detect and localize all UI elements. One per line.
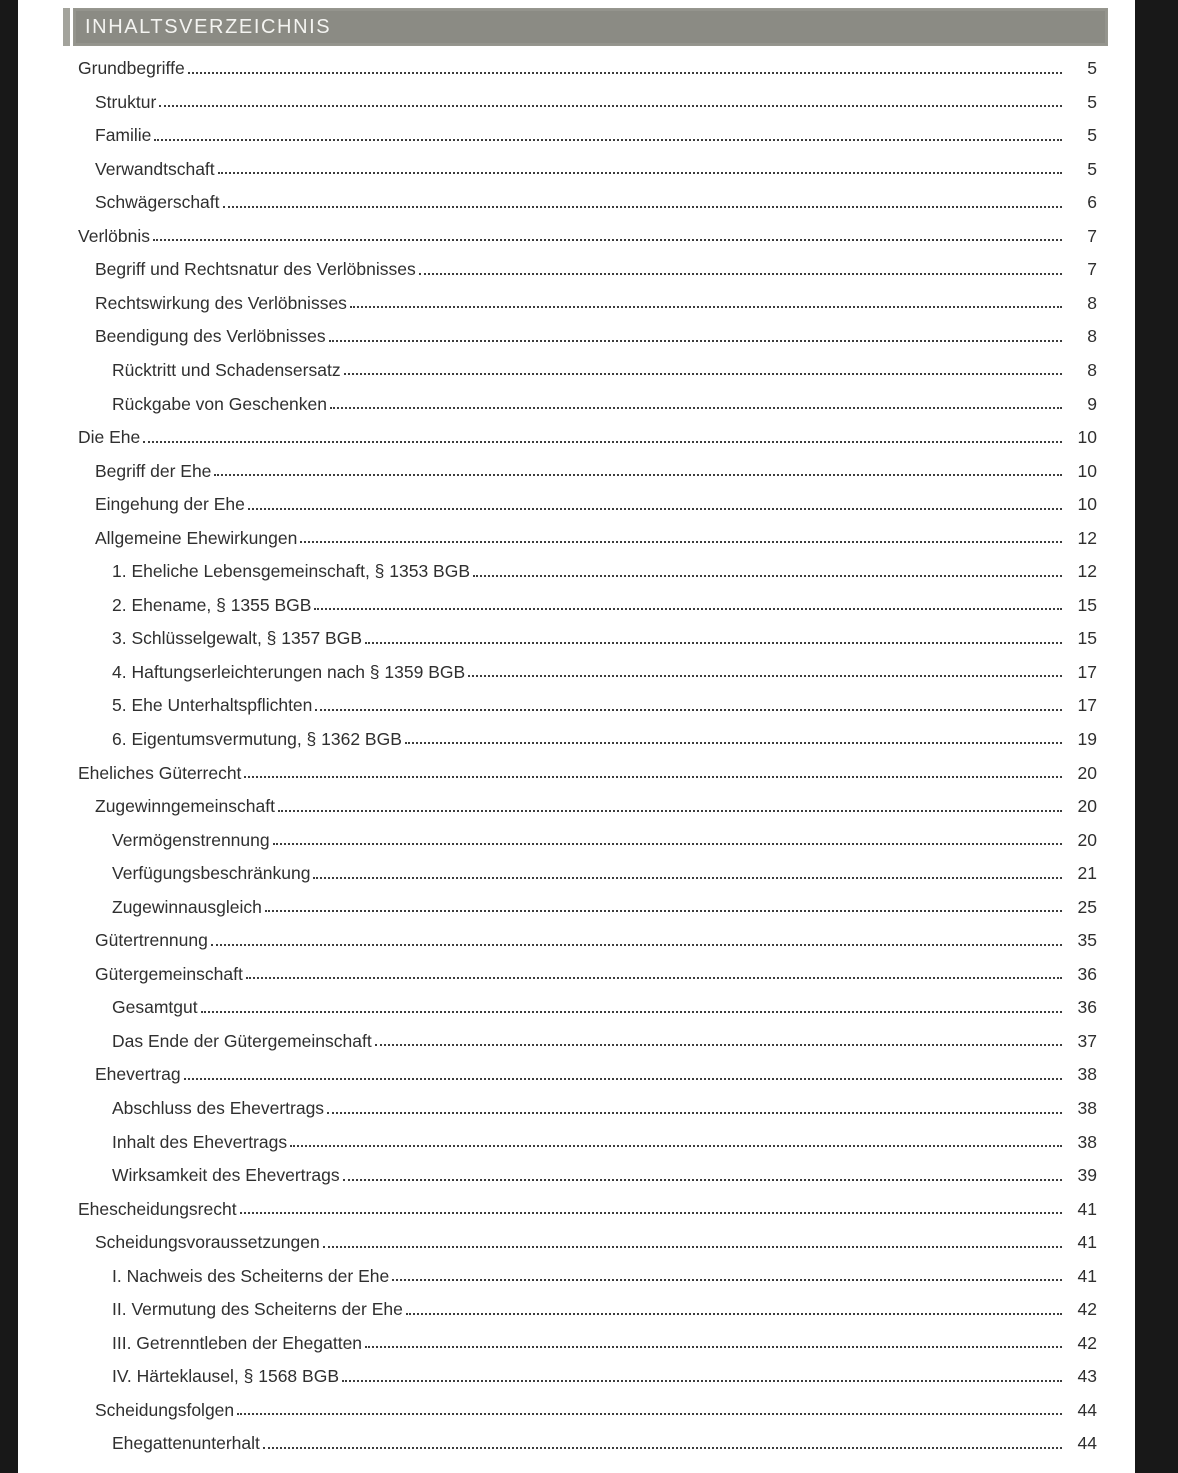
toc-entry[interactable] [78, 1056, 1097, 1090]
toc-entry-page: 5 [1087, 91, 1097, 112]
toc-entry-label: Ehegattenunterhalt [112, 1433, 260, 1454]
toc-entry-label: Verlöbnis [78, 225, 150, 246]
toc-entry-page: 10 [1077, 427, 1097, 448]
toc-entry[interactable] [78, 50, 1097, 84]
dot-leader [342, 1380, 1062, 1382]
toc-entry[interactable] [78, 520, 1097, 554]
toc-entry[interactable] [78, 654, 1097, 688]
toc-entry[interactable] [78, 1090, 1097, 1124]
dot-leader [143, 441, 1062, 443]
toc-entry[interactable] [78, 754, 1097, 788]
toc-entry-label: Schwägerschaft [95, 192, 220, 213]
toc-entry-page: 35 [1077, 930, 1097, 951]
toc-entry-label: II. Vermutung des Scheiterns der Ehe [112, 1299, 403, 1320]
toc-entry-label: Ehescheidungsrecht [78, 1198, 237, 1219]
dot-leader [314, 608, 1062, 610]
toc-entry-page: 5 [1087, 58, 1097, 79]
toc-entry[interactable] [78, 117, 1097, 151]
toc-entry-page: 41 [1077, 1198, 1097, 1219]
toc-entry-page: 19 [1077, 728, 1097, 749]
dot-leader [365, 1346, 1062, 1348]
dot-leader [265, 910, 1062, 912]
toc-entry-label: Verfügungsbeschränkung [112, 863, 311, 884]
dot-leader [248, 508, 1062, 510]
toc-entry-page: 9 [1087, 393, 1097, 414]
toc-entry-label: Inhalt des Ehevertrags [112, 1131, 288, 1152]
dot-leader [468, 675, 1062, 677]
dot-leader [419, 273, 1062, 275]
toc-entry-page: 6 [1087, 192, 1097, 213]
toc-entry[interactable] [78, 721, 1097, 755]
toc-entry-label: Allgemeine Ehewirkungen [95, 527, 298, 548]
toc-entry-label: Rücktritt und Schadensersatz [112, 359, 341, 380]
toc-entry-label: Verwandtschaft [95, 158, 215, 179]
toc-entry-label: 5. Ehe Unterhaltspflichten [112, 695, 313, 716]
toc-entry-page: 7 [1087, 259, 1097, 280]
toc-entry[interactable] [78, 318, 1097, 352]
toc-entry[interactable] [78, 1392, 1097, 1426]
toc-entry-label: I. Nachweis des Scheiterns der Ehe [112, 1265, 390, 1286]
dot-leader [315, 709, 1062, 711]
toc-entry-page: 7 [1087, 225, 1097, 246]
toc-entry[interactable] [78, 922, 1097, 956]
toc-entry-label: Grundbegriffe [78, 58, 185, 79]
dot-leader [237, 1413, 1062, 1415]
dot-leader [392, 1279, 1062, 1281]
toc-entry-label: Eheliches Güterrecht [78, 762, 242, 783]
toc-entry-label: Gesamtgut [112, 997, 198, 1018]
toc-entry[interactable] [78, 151, 1097, 185]
toc-entry-label: Begriff der Ehe [95, 460, 212, 481]
document-page [18, 0, 1135, 1473]
toc-entry-label: Rückgabe von Geschenken [112, 393, 327, 414]
dot-leader [300, 541, 1062, 543]
toc-entry-page: 5 [1087, 125, 1097, 146]
toc-entry-page: 15 [1077, 594, 1097, 615]
toc-entry-page: 12 [1077, 561, 1097, 582]
toc-entry-label: Familie [95, 125, 152, 146]
dot-leader [218, 172, 1062, 174]
dot-leader [223, 206, 1062, 208]
toc-entry-page: 8 [1087, 359, 1097, 380]
toc-entry[interactable] [78, 1023, 1097, 1057]
dot-leader [330, 407, 1062, 409]
toc-entry-label: 1. Eheliche Lebensgemeinschaft, § 1353 BGB [112, 561, 471, 582]
toc-entry-label: Gütertrennung [95, 930, 208, 951]
toc-entry[interactable] [78, 486, 1097, 520]
toc-entry-label: Zugewinngemeinschaft [95, 796, 275, 817]
toc-entry[interactable] [78, 1291, 1097, 1325]
toc-entry[interactable] [78, 1425, 1097, 1459]
toc-entry-page: 5 [1087, 158, 1097, 179]
toc-entry[interactable] [78, 989, 1097, 1023]
dot-leader [188, 72, 1062, 74]
toc-entry-label: IV. Härteklausel, § 1568 BGB [112, 1366, 339, 1387]
dot-leader [159, 105, 1062, 107]
toc-entry[interactable] [78, 822, 1097, 856]
toc-entry[interactable] [78, 788, 1097, 822]
toc-entry[interactable] [78, 218, 1097, 252]
toc-entry-page: 10 [1077, 494, 1097, 515]
toc-entry[interactable] [78, 251, 1097, 285]
dot-leader [375, 1044, 1062, 1046]
dot-leader [290, 1145, 1062, 1147]
dot-leader [329, 340, 1062, 342]
toc-entry[interactable] [78, 1191, 1097, 1225]
dot-leader [365, 642, 1062, 644]
toc-entry[interactable] [78, 84, 1097, 118]
toc-entry[interactable] [78, 285, 1097, 319]
toc-list [18, 50, 1135, 1459]
toc-entry-label: Gütergemeinschaft [95, 963, 243, 984]
toc-entry-page: 38 [1077, 1098, 1097, 1118]
header-left-strip [63, 8, 70, 46]
toc-entry-page: 44 [1077, 1399, 1097, 1420]
dot-leader [246, 977, 1062, 979]
toc-entry-page: 37 [1077, 1030, 1097, 1051]
dot-leader [323, 1246, 1062, 1248]
toc-entry-label: Ehevertrag [95, 1064, 181, 1085]
dot-leader [313, 877, 1062, 879]
dot-leader [153, 239, 1062, 241]
toc-entry-label: 4. Haftungserleichterungen nach § 1359 BGB [112, 661, 466, 682]
toc-entry[interactable] [78, 1358, 1097, 1392]
toc-entry-label: Beendigung des Verlöbnisses [95, 326, 326, 347]
toc-entry-page: 17 [1077, 661, 1097, 682]
toc-entry-label: Rechtswirkung des Verlöbnisses [95, 292, 347, 313]
toc-entry-page: 20 [1077, 762, 1097, 783]
toc-entry-label: Zugewinnausgleich [112, 896, 262, 917]
toc-entry-label: Eingehung der Ehe [95, 494, 245, 515]
toc-entry-page: 21 [1077, 863, 1097, 884]
toc-entry-page: 36 [1077, 963, 1097, 984]
toc-entry-label: Abschluss des Ehevertrags [112, 1098, 325, 1118]
toc-entry-page: 8 [1087, 326, 1097, 347]
toc-entry-page: 43 [1077, 1366, 1097, 1387]
dot-leader [405, 742, 1062, 744]
toc-entry-page: 36 [1077, 997, 1097, 1018]
dot-leader [211, 944, 1062, 946]
toc-entry-label: Die Ehe [78, 427, 141, 448]
toc-entry[interactable] [78, 1325, 1097, 1359]
toc-entry-page: 17 [1077, 695, 1097, 716]
toc-entry-label: 2. Ehename, § 1355 BGB [112, 594, 312, 615]
toc-entry[interactable] [78, 620, 1097, 654]
dot-leader [327, 1112, 1062, 1114]
toc-entry-label: Wirksamkeit des Ehevertrags [112, 1165, 340, 1186]
dot-leader [244, 776, 1062, 778]
toc-entry-page: 38 [1077, 1064, 1097, 1085]
toc-entry[interactable] [78, 453, 1097, 487]
toc-entry-page: 25 [1077, 896, 1097, 917]
toc-entry[interactable] [78, 385, 1097, 419]
toc-entry-label: Begriff und Rechtsnatur des Verlöbnisses [95, 259, 416, 280]
dot-leader [263, 1447, 1062, 1449]
dot-leader [343, 1179, 1062, 1181]
dot-leader [214, 474, 1062, 476]
toc-entry-page: 41 [1077, 1265, 1097, 1286]
toc-entry[interactable] [78, 1224, 1097, 1258]
toc-entry-page: 12 [1077, 527, 1097, 548]
toc-entry-page: 39 [1077, 1165, 1097, 1186]
dot-leader [240, 1212, 1062, 1214]
toc-entry-label: Scheidungsfolgen [95, 1399, 235, 1420]
toc-entry-page: 42 [1077, 1299, 1097, 1320]
toc-entry[interactable] [78, 352, 1097, 386]
dot-leader [201, 1011, 1062, 1013]
toc-entry[interactable] [78, 1157, 1097, 1191]
dot-leader [184, 1078, 1062, 1080]
toc-entry-label: Vermögenstrennung [112, 829, 270, 850]
toc-entry[interactable] [78, 1124, 1097, 1158]
toc-entry-label: Das Ende der Gütergemeinschaft [112, 1030, 372, 1051]
toc-entry-page: 44 [1077, 1433, 1097, 1454]
toc-entry-label: Struktur [95, 91, 157, 112]
dot-leader [473, 575, 1062, 577]
toc-entry-page: 38 [1077, 1131, 1097, 1152]
dot-leader [350, 306, 1062, 308]
toc-entry-label: 6. Eigentumsvermutung, § 1362 BGB [112, 728, 402, 749]
toc-entry[interactable] [78, 956, 1097, 990]
toc-header-bar [63, 8, 1108, 46]
toc-entry-page: 41 [1077, 1232, 1097, 1253]
toc-entry[interactable] [78, 889, 1097, 923]
dot-leader [406, 1313, 1062, 1315]
toc-entry-page: 10 [1077, 460, 1097, 481]
dot-leader [154, 139, 1062, 141]
toc-entry[interactable] [78, 184, 1097, 218]
toc-entry-label: III. Getrenntleben der Ehegatten [112, 1332, 363, 1353]
toc-entry[interactable] [78, 553, 1097, 587]
dot-leader [273, 843, 1062, 845]
toc-entry-label: Scheidungsvoraussetzungen [95, 1232, 320, 1253]
dot-leader [278, 810, 1062, 812]
toc-entry-page: 20 [1077, 829, 1097, 850]
toc-entry-page: 20 [1077, 796, 1097, 817]
toc-entry[interactable] [78, 687, 1097, 721]
toc-entry[interactable] [78, 419, 1097, 453]
toc-heading: INHALTSVERZEICHNIS [85, 15, 332, 38]
header-shaded-bar [73, 8, 1108, 46]
toc-entry[interactable] [78, 1258, 1097, 1292]
toc-entry-label: 3. Schlüsselgewalt, § 1357 BGB [112, 628, 363, 649]
toc-entry-page: 8 [1087, 292, 1097, 313]
toc-entry-page: 15 [1077, 628, 1097, 649]
dot-leader [344, 373, 1062, 375]
toc-entry-page: 42 [1077, 1332, 1097, 1353]
toc-entry[interactable] [78, 855, 1097, 889]
toc-entry[interactable] [78, 587, 1097, 621]
